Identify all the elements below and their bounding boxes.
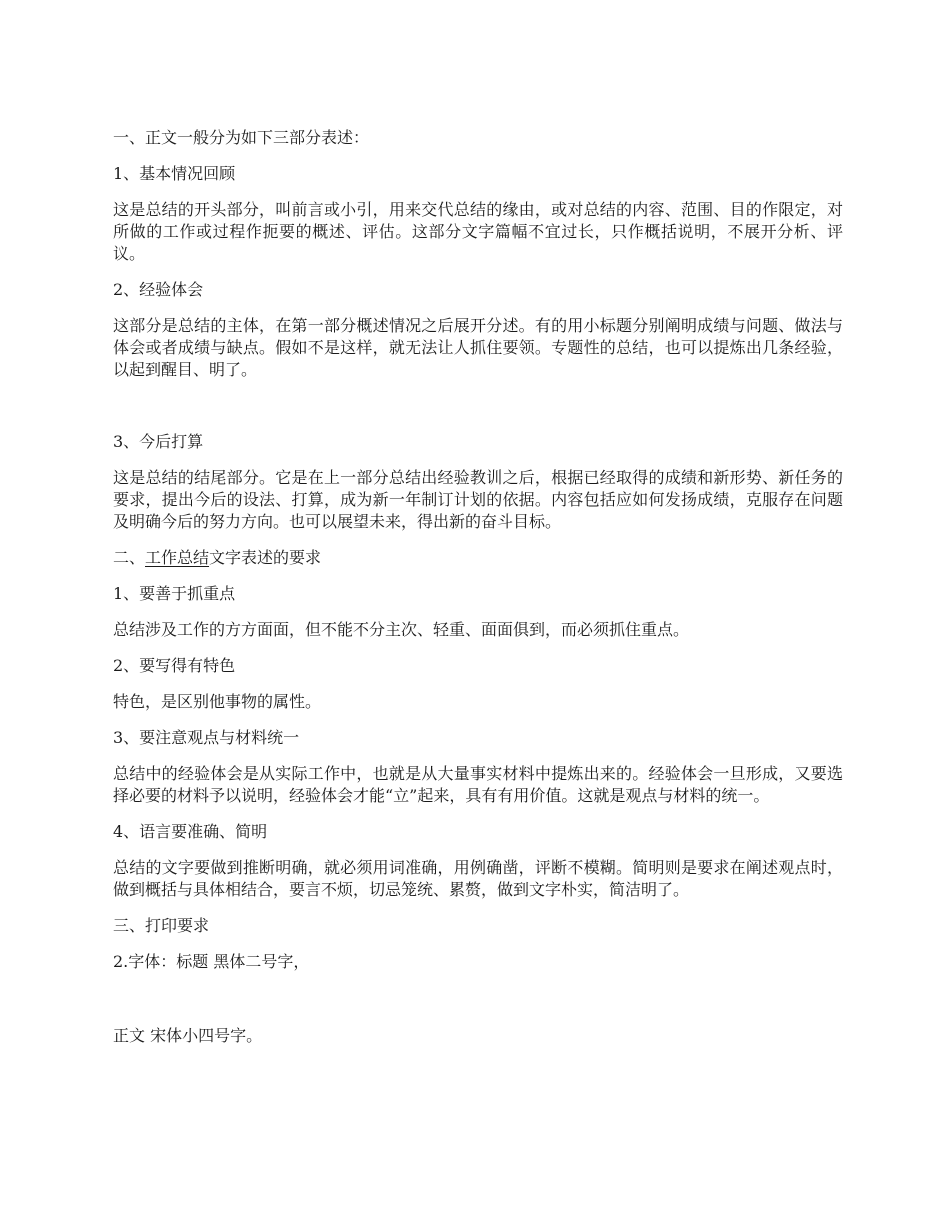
req3-body: 总结中的经验体会是从实际工作中，也就是从大量事实材料中提炼出来的。经验体会一旦形成，又要选择必要的材料予以说明，经验体会才能“立”起来，具有有用价值。这就是观点与材料的统一。	[113, 764, 843, 805]
item2-heading: 2、经验体会	[113, 280, 204, 299]
section3-heading: 三、打印要求	[113, 916, 210, 935]
req3-heading: 3、要注意观点与材料统一	[113, 728, 300, 747]
req4-heading: 4、语言要准确、简明	[113, 822, 268, 841]
item3-heading: 3、今后打算	[113, 432, 204, 451]
section2-heading	[113, 547, 843, 569]
section2-suffix: 文字表述的要求	[209, 548, 322, 567]
item1-heading: 1、基本情况回顾	[113, 164, 236, 183]
item2-body: 这部分是总结的主体，在第一部分概述情况之后展开分述。有的用小标题分别阐明成绩与问题、做法与体会或者成绩与缺点。假如不是这样，就无法让人抓住要领。专题性的总结，也可以提炼出几条经验，以起到醒目、明了。	[113, 316, 843, 379]
work-summary-link[interactable]: 工作总结	[145, 548, 210, 567]
req1-body: 总结涉及工作的方方面面，但不能不分主次、轻重、面面俱到，而必须抓住重点。	[113, 620, 690, 639]
req2-heading: 2、要写得有特色	[113, 656, 236, 675]
req4-body: 总结的文字要做到推断明确，就必须用词准确，用例确凿，评断不模糊。简明则是要求在阐述观点时，做到概括与具体相结合，要言不烦，切忌笼统、累赘，做到文字朴实，简洁明了。	[113, 858, 843, 899]
section2-prefix: 二、	[113, 548, 146, 567]
section1-heading: 一、正文一般分为如下三部分表述：	[113, 128, 370, 147]
item1-body: 这是总结的开头部分，叫前言或小引，用来交代总结的缘由，或对总结的内容、范围、目的作限定，对所做的工作或过程作扼要的概述、评估。这部分文字篇幅不宜过长，只作概括说明，不展开分析、评议。	[113, 200, 843, 263]
document-page	[113, 127, 843, 1047]
item3-body: 这是总结的结尾部分。它是在上一部分总结出经验教训之后，根据已经取得的成绩和新形势、新任务的要求，提出今后的设法、打算，成为新一年制订计划的依据。内容包括应如何发扬成绩，克服存在问题及明确今后的努力方向。也可以展望未来，得出新的奋斗目标。	[113, 468, 843, 531]
req1-heading: 1、要善于抓重点	[113, 584, 236, 603]
print-font-title-line: 2.字体：标题 黑体二号字，	[113, 952, 310, 971]
print-font-body-line: 正文 宋体小四号字。	[113, 1026, 263, 1045]
req2-body: 特色，是区别他事物的属性。	[113, 692, 322, 711]
